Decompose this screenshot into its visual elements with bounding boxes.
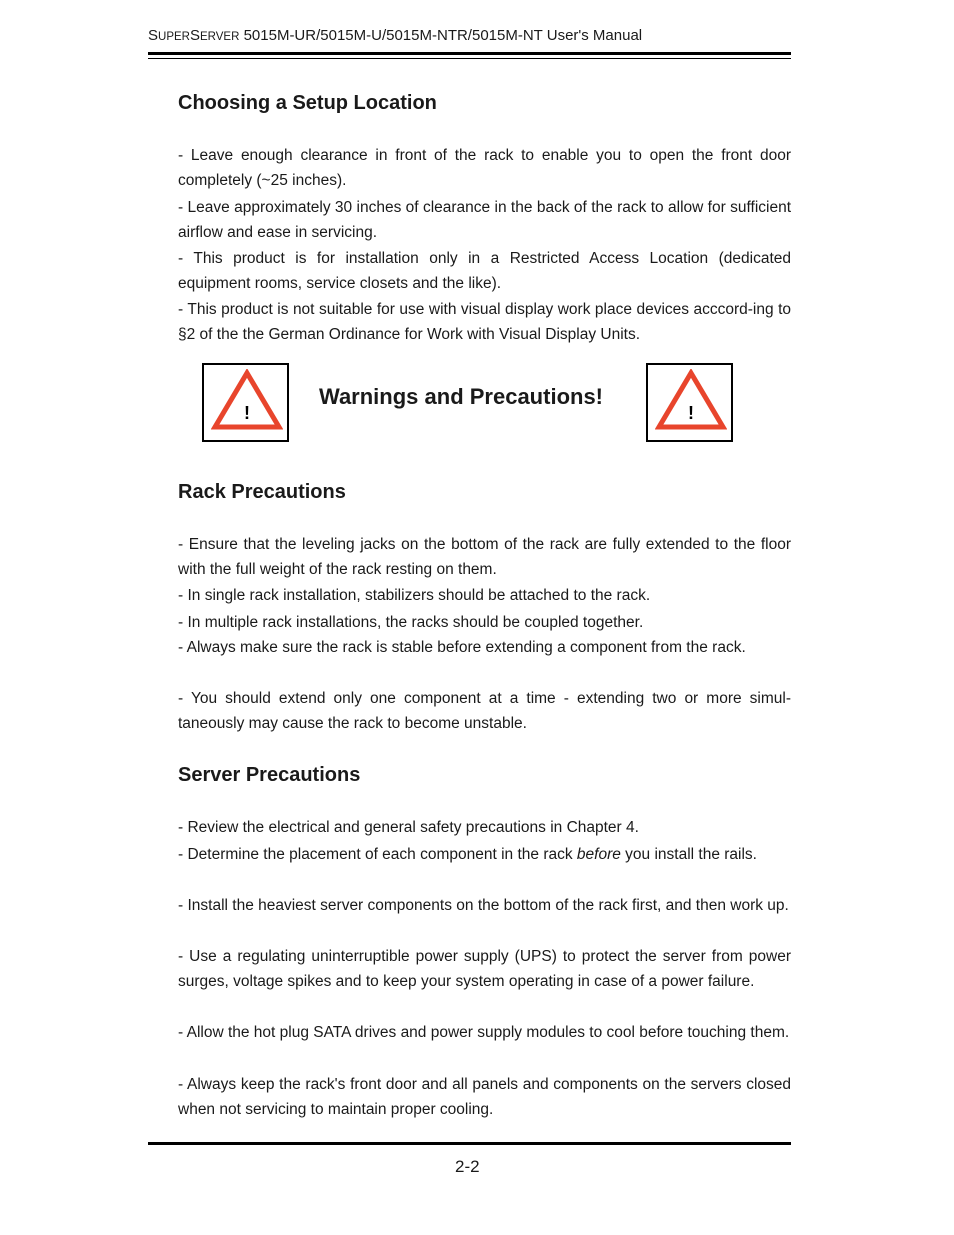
- header-s2-small: ERVER: [199, 31, 240, 43]
- header-rule: [148, 52, 791, 55]
- footer-rule: [148, 1142, 791, 1145]
- warning-symbol: !: [688, 403, 694, 423]
- rack-item-4: - Always make sure the rack is stable before extending a component from the rack.: [178, 639, 746, 656]
- warning-icon-box-left: [202, 363, 289, 442]
- warnings-title: Warnings and Precautions!: [319, 384, 604, 409]
- header-s1: S: [148, 27, 159, 44]
- header-rest: 5015M-UR/5015M-U/5015M-NTR/5015M-NT User's Manual: [239, 27, 643, 44]
- warning-icon-box-right: [646, 363, 733, 442]
- rack-heading: Rack Precautions: [178, 481, 346, 503]
- page-number: 2-2: [455, 1157, 480, 1176]
- rack-item-3: - In multiple rack installations, the racks should be coupled together.: [178, 614, 644, 631]
- setup-heading: Choosing a Setup Location: [178, 92, 437, 114]
- server-item-2: [178, 842, 791, 867]
- server-item-6: - Always keep the rack's front door and all panels and components on the servers closed when not servicing to maintain proper cooling.: [178, 1076, 791, 1118]
- setup-item-3: - This product is for installation only in a Restricted Access Location (dedicated equipment rooms, service closets and the like).: [178, 250, 791, 292]
- server-item-1: - Review the electrical and general safety precautions in Chapter 4.: [178, 819, 639, 836]
- server-item-2-part-b: you install the rails.: [620, 846, 757, 863]
- rack-item-2: - In single rack installation, stabilizers should be attached to the rack.: [178, 587, 651, 604]
- server-item-5: - Allow the hot plug SATA drives and power supply modules to cool before touching them.: [178, 1024, 790, 1041]
- running-header: [148, 27, 791, 44]
- server-item-2-part-a: - Determine the placement of each component in the rack: [178, 846, 577, 863]
- header-s1-small: UPER: [158, 31, 190, 43]
- server-item-4: - Use a regulating uninterruptible power supply (UPS) to protect the server from power surges, voltage spikes and to keep your system operating in case of a power failure.: [178, 948, 791, 990]
- warning-triangle-icon: [655, 369, 727, 435]
- server-item-3: - Install the heaviest server components on the bottom of the rack first, and then work up.: [178, 897, 789, 914]
- warning-triangle-icon: [211, 369, 283, 435]
- header-rule-thin: [148, 58, 791, 59]
- rack-item-5: - You should extend only one component at a time - extending two or more simul-taneously may cause the rack to become unstable.: [178, 690, 791, 732]
- warning-symbol: !: [244, 403, 250, 423]
- header-s2: S: [189, 27, 200, 44]
- setup-item-4: - This product is not suitable for use with visual display work place devices acccord-ing to §2 of the the German Ordinance for Work with Visual Display Units.: [178, 301, 791, 343]
- setup-item-1: - Leave enough clearance in front of the rack to enable you to open the front door completely (~25 inches).: [178, 147, 791, 189]
- setup-item-2: - Leave approximately 30 inches of clearance in the back of the rack to allow for sufficient airflow and ease in servicing.: [178, 199, 791, 241]
- server-item-2-emphasis: before: [576, 846, 621, 863]
- rack-item-1: - Ensure that the leveling jacks on the bottom of the rack are fully extended to the floor with the full weight of the rack resting on them.: [178, 536, 791, 578]
- server-heading: Server Precautions: [178, 764, 361, 786]
